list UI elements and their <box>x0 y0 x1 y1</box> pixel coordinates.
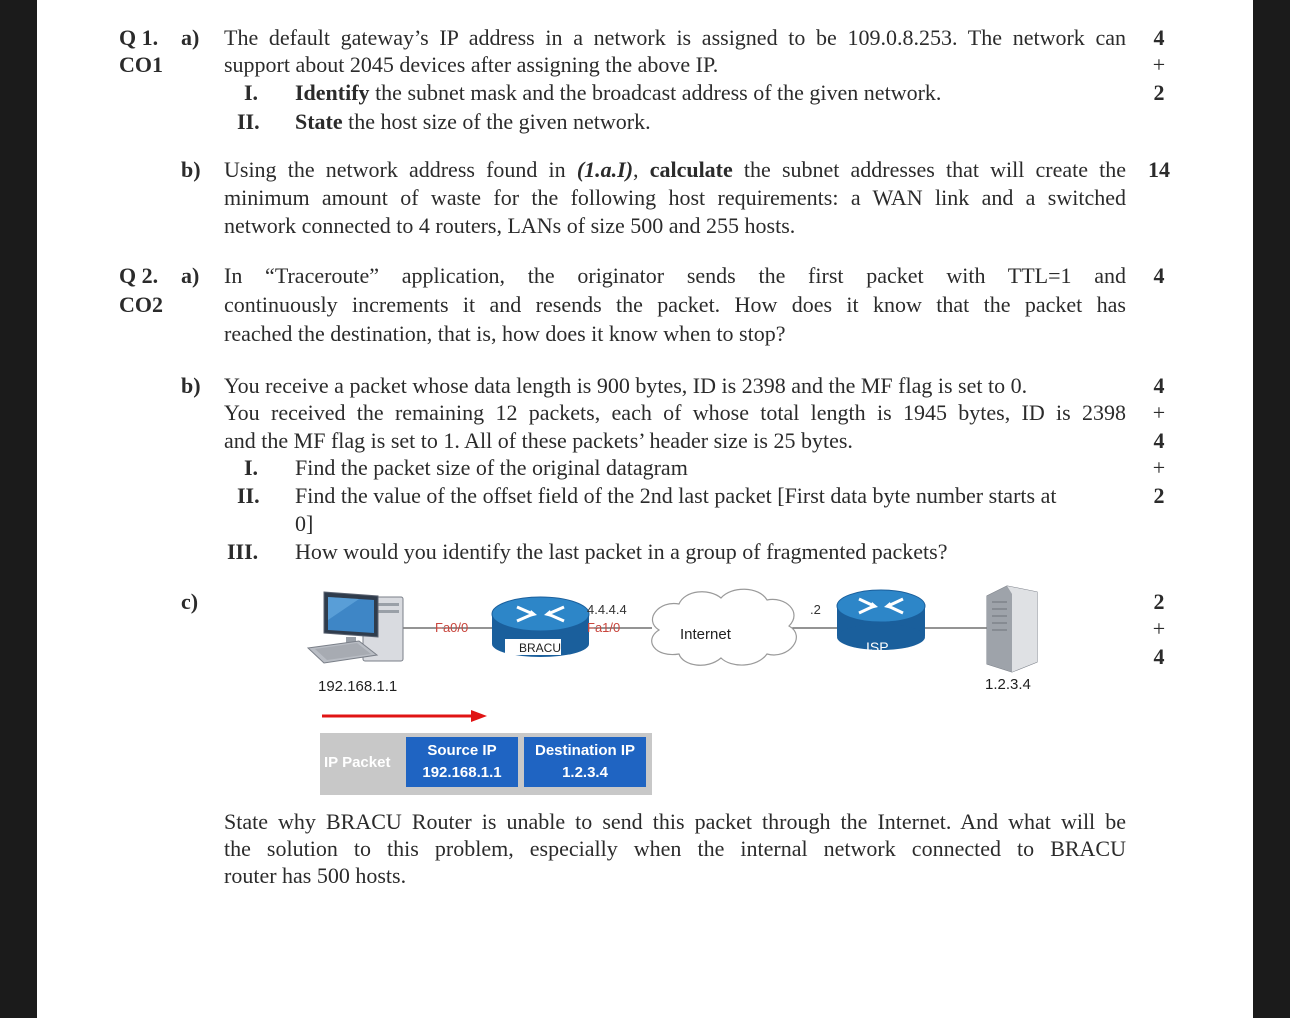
pc-ip-label: 192.168.1.1 <box>318 678 398 695</box>
q1b-line3: network connected to 4 routers, LANs of size 500 and 255 hosts. <box>224 213 796 238</box>
network-diagram <box>37 0 1253 800</box>
internet-label: Internet <box>680 626 731 643</box>
q1b-l1-ref: (1.a.I) <box>576 157 634 182</box>
q1b-l1-mid: , <box>633 157 650 182</box>
bracu-ip-label: 4.4.4.4 <box>587 602 627 617</box>
q2b-letter: b) <box>181 373 201 398</box>
server-icon <box>987 586 1037 672</box>
q2b-item3-num: III. <box>227 539 259 564</box>
packet-direction-arrow <box>322 710 487 722</box>
server-ip-label: 1.2.3.4 <box>985 676 1031 693</box>
q2c-letter: c) <box>181 589 199 614</box>
q2b-mark-5: 2 <box>1153 483 1165 508</box>
q2b-item2-cont: 0] <box>295 511 314 536</box>
isp-router-label: ISP <box>866 639 889 655</box>
q2b-line3: and the MF flag is set to 1. All of these packets’ header size is 25 bytes. <box>224 428 853 453</box>
q2a-line2: continuously increments it and resends the packet. How does it know that the packet has <box>224 292 1126 317</box>
q2b-line2: You received the remaining 12 packets, each of whose total length is 1945 bytes, ID is 2398 <box>224 400 1126 425</box>
q2-co: CO2 <box>119 292 163 317</box>
pc-icon <box>308 592 403 663</box>
q2b-mark-4: + <box>1152 455 1166 480</box>
q2b-mark-1: 4 <box>1153 373 1165 398</box>
q1a-mark-1: 4 <box>1153 25 1165 50</box>
fa10-label: Fa1/0 <box>587 620 621 635</box>
q2b-item3-text: How would you identify the last packet in a group of fragmented packets? <box>295 539 948 564</box>
source-ip-header: Source IP <box>427 742 497 759</box>
q1-co: CO1 <box>119 52 163 77</box>
q2a-line1: In “Traceroute” application, the originator sends the first packet with TTL=1 and <box>224 263 1126 288</box>
source-ip-value: 192.168.1.1 <box>422 764 502 781</box>
q2a-mark: 4 <box>1153 263 1165 288</box>
q2a-letter: a) <box>181 263 200 288</box>
q1a-item1-text: the subnet mask and the broadcast address of the given network. <box>369 80 942 105</box>
q1a-item2-verb: State <box>295 109 343 134</box>
destination-ip-header: Destination IP <box>534 742 635 759</box>
q1a-item1-num: I. <box>244 80 259 105</box>
q2b-line1: You receive a packet whose data length is 900 bytes, ID is 2398 and the MF flag is set to 0. <box>224 373 1028 398</box>
q1a-mark-3: 2 <box>1153 80 1165 105</box>
q1-label: Q 1. <box>119 25 159 50</box>
q2b-item2-num: II. <box>237 483 260 508</box>
q1a-letter: a) <box>181 25 200 50</box>
q2c-mark-2: + <box>1152 616 1166 641</box>
isp-port-label: .2 <box>810 602 821 617</box>
q1a-line1: The default gateway’s IP address in a network is assigned to be 109.0.8.253. The network can <box>224 25 1126 50</box>
ip-packet-label: IP Packet <box>324 754 391 771</box>
q2b-mark-3: 4 <box>1153 428 1165 453</box>
q1b-l1-bold: calculate <box>649 157 733 182</box>
q2c-line2: the solution to this problem, especially when the internal network connected to BRACU <box>224 836 1126 861</box>
q1a-item2-num: II. <box>237 109 260 134</box>
fa00-label: Fa0/0 <box>435 620 469 635</box>
q2a-line3: reached the destination, that is, how does it know when to stop? <box>224 321 786 346</box>
q2c-line1: State why BRACU Router is unable to send this packet through the Internet. And what will be <box>224 809 1126 834</box>
q2b-item2-text: Find the value of the offset field of the 2nd last packet [First data byte number starts at <box>295 483 1057 508</box>
q1b-mark: 14 <box>1148 157 1170 182</box>
q2c-line3: router has 500 hosts. <box>224 863 407 888</box>
q1b-letter: b) <box>181 157 201 182</box>
q1b-l1-pre: Using the network address found in <box>224 157 577 182</box>
q2b-item1-num: I. <box>244 455 259 480</box>
q2c-mark-3: 4 <box>1153 644 1165 669</box>
q1a-item2-text: the host size of the given network. <box>342 109 651 134</box>
q1b-line2: minimum amount of waste for the following host requirements: a WAN link and a switched <box>224 185 1126 210</box>
q2b-mark-2: + <box>1152 400 1166 425</box>
destination-ip-value: 1.2.3.4 <box>562 764 608 781</box>
q1b-l1-post: the subnet addresses that will create the <box>732 157 1126 182</box>
q2b-item1-text: Find the packet size of the original datagram <box>295 455 688 480</box>
q2c-mark-1: 2 <box>1153 589 1165 614</box>
q1a-mark-2: + <box>1152 52 1166 77</box>
q2-label: Q 2. <box>119 263 159 288</box>
document-page <box>37 0 1253 1018</box>
bracu-router-label: BRACU <box>518 641 561 655</box>
q1a-line2: support about 2045 devices after assigning the above IP. <box>224 52 719 77</box>
q1a-item1-verb: Identify <box>295 80 370 105</box>
